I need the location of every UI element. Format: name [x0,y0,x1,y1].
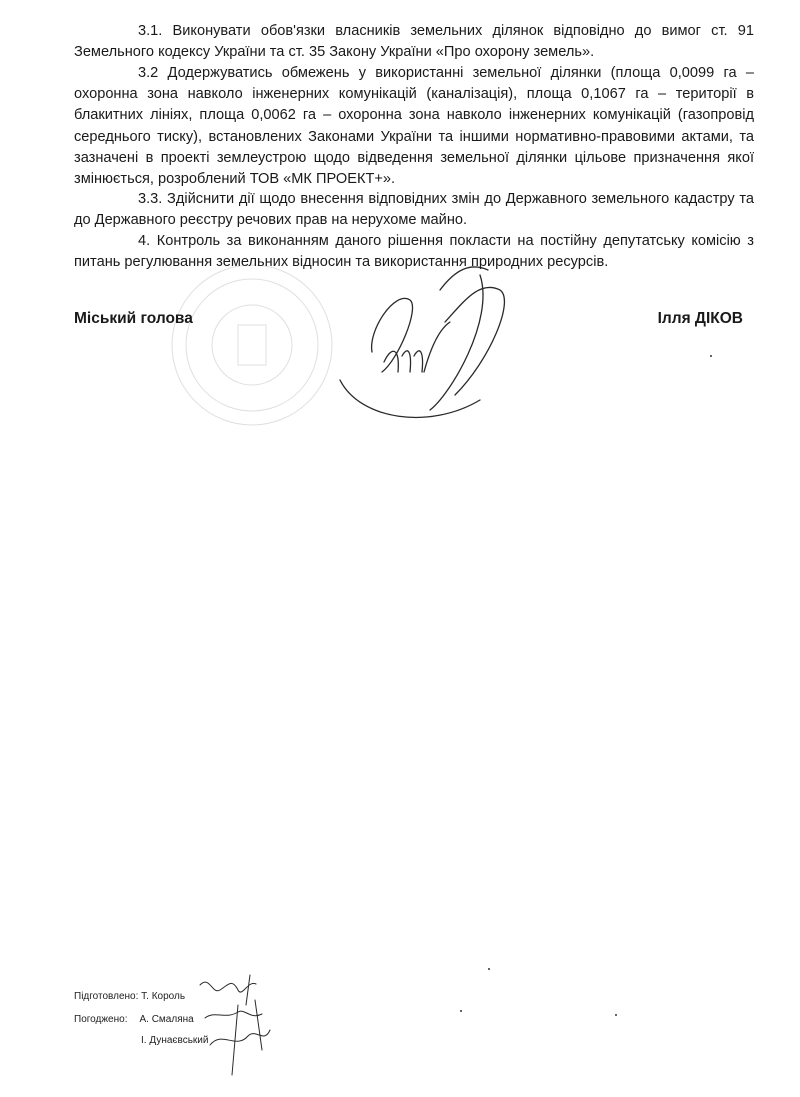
signature-title: Міський голова [74,310,193,327]
paragraph-4: 4. Контроль за виконанням даного рішення покласти на постійну депутатську комісію з питань регулювання земельних відносин та використання природних ресурсів. [74,233,754,271]
paragraph-3-3: 3.3. Здійснити дії щодо внесення відповідних змін до Державного земельного кадастру та до Державного реєстру речових прав на нерухоме майно. [74,191,754,229]
footer-prepared: Підготовлено: Т. Король [74,991,186,1002]
footer-agreed-label: Погоджено: [74,1014,128,1025]
scan-speck [615,1014,617,1016]
scan-speck [460,1010,462,1012]
footer-initials [200,975,270,1075]
footer-agreed-name-1: А. Смаляна [139,1014,194,1025]
official-stamp [172,265,332,425]
scan-speck [710,355,712,357]
paragraph-3-1: 3.1. Виконувати обов'язки власників земельних ділянок відповідно до вимог ст. 91 Земельного кодексу України та ст. 35 Закону України «Про охорону земель». [74,23,754,61]
footer-agreed [74,1014,194,1025]
scan-speck [488,968,490,970]
signature-name: Ілля ДІКОВ [657,310,743,327]
footer-agreed-name-2: І. Дунаєвський [141,1035,209,1046]
mayor-signature [340,267,504,418]
paragraph-3-2: 3.2 Додержуватись обмежень у використанні земельної ділянки (площа 0,0099 га – охоронна зона навколо інженерних комунікацій (каналізація), площа 0,1067 га – території в блакитних лініях, площа 0,0062 га – охоронна зона навколо інженерних комунікацій (газопровід середнього тиску), встановлених Законами України та іншими нормативно-правовими актами, та зазначені в проекті землеустрою щодо відведення земельної ділянки цільове призначення якої змінюється, розроблений ТОВ «МК ПРОЕКТ+». [74,65,754,188]
